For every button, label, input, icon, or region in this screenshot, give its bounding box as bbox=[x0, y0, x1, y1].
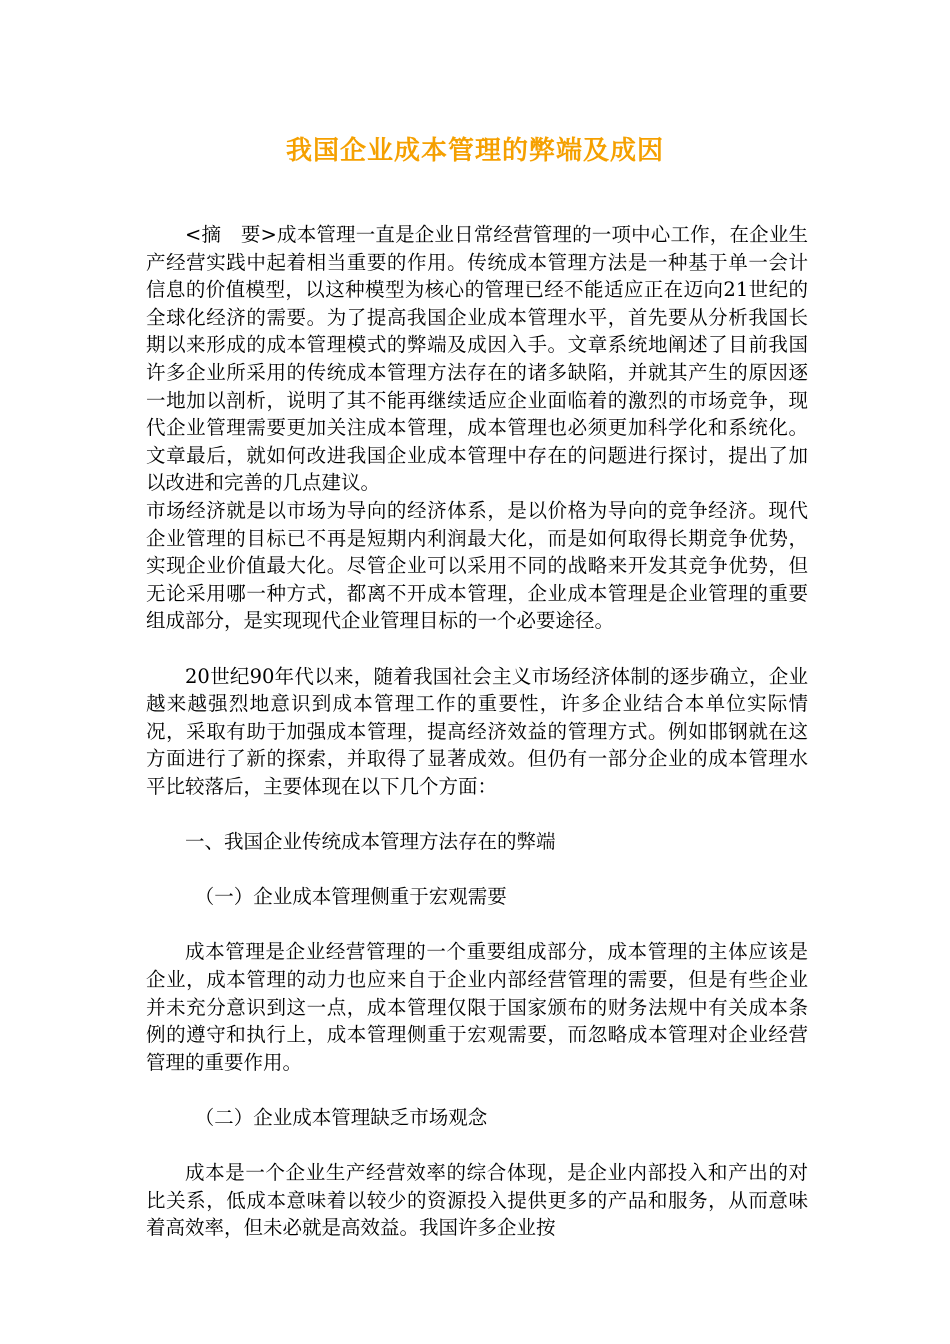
subsection-heading-2: （二）企业成本管理缺乏市场观念 bbox=[194, 1106, 488, 1129]
body-paragraph-1: 市场经济就是以市场为导向的经济体系，是以价格为导向的竞争经济。现代企业管理的目标已不再是短期内利润最大化，而是如何取得长期竞争优势，实现企业价值最大化。尽管企业可以采用不同的战略来开发其竞争优势，但无论采用哪一种方式，都离不开成本管理，企业成本管理是企业管理的重要组成部分，是实现现代企业管理目标的一个必要途径。 bbox=[146, 498, 808, 633]
body-paragraph-2: 20世纪90年代以来，随着我国社会主义市场经济体制的逐步确立，企业越来越强烈地意识到成本管理工作的重要性，许多企业结合本单位实际情况，采取有助于加强成本管理，提高经济效益的管理方式。例如邯钢就在这方面进行了新的探索，并取得了显著成效。但仍有一部分企业的成本管理水平比较落后，主要体现在以下几个方面： bbox=[146, 664, 808, 798]
document-body bbox=[146, 221, 808, 1242]
subsection-heading-1: （一）企业成本管理侧重于宏观需要 bbox=[194, 885, 507, 909]
body-paragraph-3: 成本管理是企业经营管理的一个重要组成部分，成本管理的主体应该是企业，成本管理的动力也应来自于企业内部经营管理的需要，但是有些企业并未充分意识到这一点，成本管理仅限于国家颁布的财务法规中有关成本条例的遵守和执行上，成本管理侧重于宏观需要，而忽略成本管理对企业经营管理的重要作用。 bbox=[146, 940, 808, 1074]
document-title: 我国企业成本管理的弊端及成因 bbox=[285, 136, 664, 166]
abstract-paragraph: <摘 要>成本管理一直是企业日常经营管理的一项中心工作，在企业生产经营实践中起着相当重要的作用。传统成本管理方法是一种基于单一会计信息的价值模型，以这种模型为核心的管理已经不能适应正在迈向21世纪的全球化经济的需要。为了提高我国企业成本管理水平，首先要从分析我国长期以来形成的成本管理模式的弊端及成因入手。文章系统地阐述了目前我国许多企业所采用的传统成本管理方法存在的诸多缺陷，并就其产生的原因逐一地加以剖析，说明了其不能再继续适应企业面临着的激烈的市场竞争，现代企业管理需要更加关注成本管理，成本管理也必须更加科学化和系统化。文章最后，就如何改进我国企业成本管理中存在的问题进行探讨，提出了加以改进和完善的几点建议。 bbox=[146, 223, 808, 495]
body-paragraph-4: 成本是一个企业生产经营效率的综合体现，是企业内部投入和产出的对比关系，低成本意味着以较少的资源投入提供更多的产品和服务，从而意味着高效率，但未必就是高效益。我国许多企业按 bbox=[146, 1161, 808, 1240]
section-heading-1: 一、我国企业传统成本管理方法存在的弊端 bbox=[185, 830, 556, 854]
